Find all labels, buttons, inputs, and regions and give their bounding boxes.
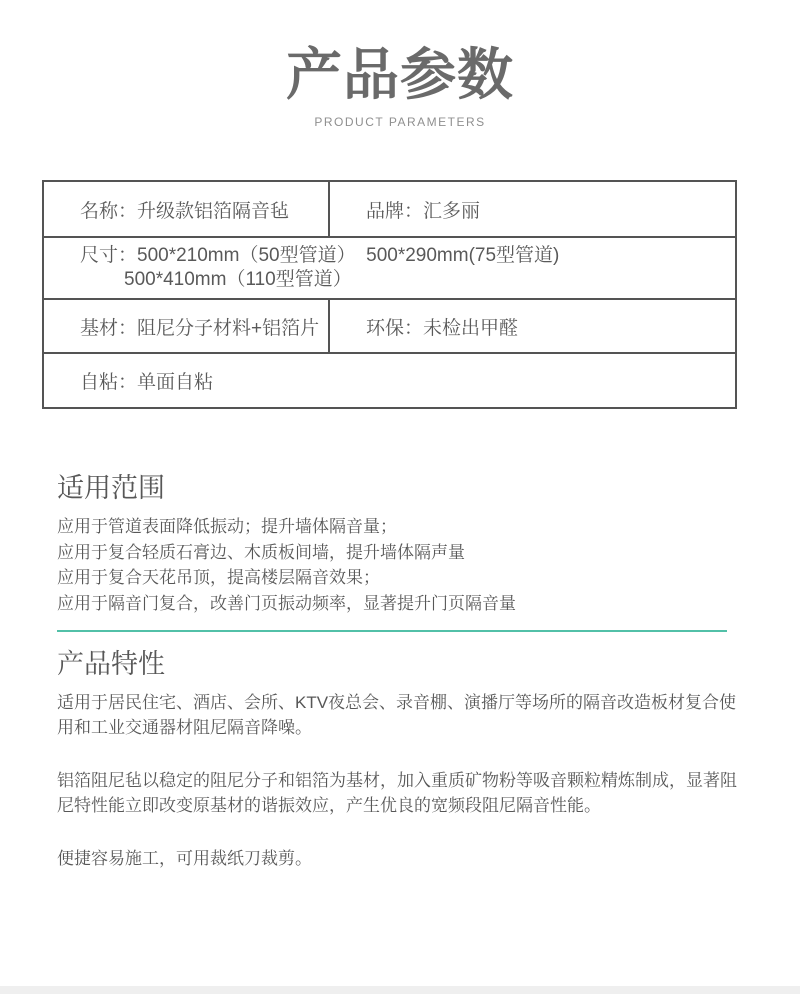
cell-eco: 环保：未检出甲醛	[366, 317, 519, 339]
parameters-table	[42, 180, 737, 409]
page-title: 产品参数	[286, 43, 514, 106]
features-paragraph-3: 便捷容易施工，可用裁纸刀裁剪。	[57, 849, 312, 868]
features-heading: 产品特性	[57, 649, 165, 679]
size-line-2: 500*410mm（110型管道）	[124, 269, 352, 290]
scope-section	[57, 470, 747, 616]
cell-adhesive: 自粘：单面自粘	[80, 372, 214, 393]
features-section	[57, 646, 747, 871]
size-line-1: 尺寸：500*210mm（50型管道） 500*290mm(75型管道)	[80, 245, 560, 266]
page-subtitle: PRODUCT PARAMETERS	[314, 114, 486, 129]
cell-size	[44, 238, 735, 298]
scope-line-1: 应用于管道表面降低振动；提升墙体隔音量；	[57, 517, 397, 536]
table-row-size	[44, 236, 735, 298]
table-row-name-brand	[44, 182, 735, 236]
teal-divider	[57, 630, 727, 632]
cell-brand: 品牌：汇多丽	[366, 200, 481, 222]
table-row-material-eco	[44, 298, 735, 352]
features-paragraph-1: 适用于居民住宅、酒店、会所、KTV夜总会、录音棚、演播厅等场所的隔音改造板材复合使用和工业交通器材阻尼隔音降噪。	[57, 693, 737, 737]
bottom-strip	[0, 986, 800, 994]
header	[0, 44, 800, 129]
scope-line-2: 应用于复合轻质石膏边、木质板间墙，提升墙体隔声量	[57, 542, 465, 562]
table-row-adhesive	[44, 352, 735, 407]
scope-line-3: 应用于复合天花吊顶，提高楼层隔音效果；	[57, 568, 380, 587]
features-paragraph-2: 铝箔阻尼毡以稳定的阻尼分子和铝箔为基材，加入重质矿物粉等吸音颗粒精炼制成，显著阻尼特性能立即改变原基材的谐振效应，产生优良的宽频段阻尼隔音性能。	[57, 771, 737, 815]
scope-heading: 适用范围	[57, 473, 165, 503]
cell-product-name: 名称：升级款铝箔隔音毡	[44, 182, 330, 236]
cell-base-material: 基材：阻尼分子材料+铝箔片	[44, 300, 330, 352]
scope-line-4: 应用于隔音门复合，改善门页振动频率，显著提升门页隔音量	[57, 593, 516, 613]
